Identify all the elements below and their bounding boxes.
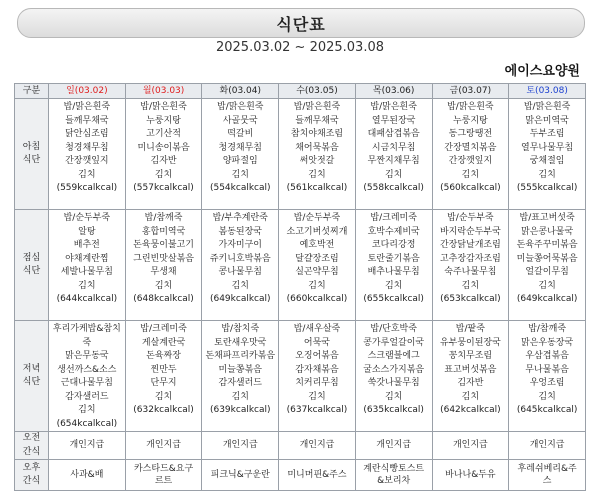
pm-snack-row [15,460,586,491]
menu-item: (632kcalkcal) [133,405,194,415]
menu-cell: 미니머핀&주스 [279,460,356,491]
menu-cell [432,210,509,321]
menu-item: 우엉조림 [529,378,565,388]
menu-item: 시금치무침 [371,142,416,153]
menu-item: 숙주나물무침 [444,267,497,277]
menu-item: 밥/순두부죽 [293,213,341,223]
menu-item: (637kcalkcal) [286,405,348,415]
menu-item: 김치 [538,280,556,291]
menu-cell: 계란식빵토스트&보리차 [355,460,432,491]
menu-item: 표고버섯볶음 [444,364,497,375]
row-label-text: 점심 [22,252,41,263]
menu-cell [355,210,432,321]
menu-cell: 개인지급 [432,432,509,460]
dinner-row [15,321,586,432]
menu-item: (635kcalkcal) [363,405,424,415]
menu-cell [202,321,279,432]
menu-item: 밥/표고버섯죽 [519,213,575,223]
menu-item: 채어묵볶음 [295,142,339,153]
menu-item: 무짠지채무침 [367,156,420,166]
menu-item: 밥/참깨죽 [528,324,567,334]
row-label-text: 식단 [22,266,41,276]
menu-item: 밥/맑은흰죽 [217,102,264,112]
menu-item: 밥/부추계란죽 [212,213,268,223]
menu-item: 밥/팥죽 [455,324,485,334]
menu-item: 간장멸치볶음 [444,142,497,153]
menu-item: 우삼겹볶음 [525,351,569,361]
menu-item: 김치 [78,169,96,180]
header-row [15,84,586,99]
menu-item: 코다리강정 [371,240,416,250]
menu-cell [509,99,586,210]
menu-cell [355,321,432,432]
menu-item: 밥/순두부죽 [63,213,111,223]
menu-cell: 개인지급 [355,432,432,460]
row-label [15,460,49,491]
menu-item: 돈채파프리카볶음 [205,351,276,361]
menu-item: 밥/크레미죽 [370,213,417,223]
menu-item: (649kcalkcal) [516,294,578,304]
menu-cell [279,321,356,432]
menu-item: 바지락순두부국 [439,226,501,237]
menu-item: (644kcalkcal) [56,294,118,304]
menu-item: 닭안심조림 [65,129,109,139]
menu-item: 열무된장국 [371,115,416,126]
menu-item: 김치 [154,391,173,402]
menu-cell: 개인지급 [509,432,586,460]
menu-item: 밥/맑은흰죽 [370,102,417,112]
day-header-mon: 월(03.03) [125,84,202,99]
menu-item: 그린빈맛살볶음 [133,253,194,264]
menu-cell: 후레쉬베리&주스 [509,460,586,491]
menu-item: 김치 [384,169,403,180]
day-header-thu: 목(03.06) [355,84,432,99]
menu-item: 돈육주꾸미볶음 [516,240,578,250]
menu-item: 게살계란국 [141,337,186,348]
menu-item: 돈육뭉이불고기 [133,240,194,250]
menu-item: 콩가루얼갈이국 [363,337,425,348]
menu-item: 굴소스가지볶음 [363,364,425,375]
menu-cell [509,321,586,432]
menu-item: 간장깻잎지 [65,156,109,166]
date-period: 2025.03.02 ~ 2025.03.08 [215,40,385,55]
menu-cell [509,210,586,321]
menu-item: 후리가케밥&참치죽 [52,324,121,348]
menu-item: 청경채무침 [218,142,262,153]
menu-item: 예호박전 [299,240,335,250]
menu-cell [202,210,279,321]
day-header-tue: 화(03.04) [202,84,279,99]
row-label-text: 간식 [22,476,41,486]
menu-item: 근대나물무침 [60,378,113,388]
menu-item: 미늘쫑볶음 [218,364,262,375]
menu-item: 김치 [154,280,173,291]
menu-item: 맑은미역국 [525,115,569,126]
menu-item: 김치 [384,391,403,402]
menu-cell [432,321,509,432]
menu-item: 야채계란찜 [65,253,109,264]
menu-item: 토란줄기볶음 [367,253,420,264]
menu-item: 유부뭉이된장국 [439,337,501,348]
menu-item: 청경채무침 [65,142,109,153]
menu-item: 미니송이볶음 [137,142,190,153]
menu-item: 돈육짜장 [146,351,181,361]
menu-item: 치커리무침 [295,378,339,388]
menu-item: 김치 [231,169,249,180]
menu-item: 밥/순두부죽 [447,213,494,223]
menu-table [14,83,586,491]
menu-item: 밥/맑은흰죽 [63,102,111,112]
am-snack-row [15,432,586,460]
menu-cell: 사과&배 [49,460,126,491]
menu-item: 미늘쫑어묵볶음 [516,253,578,264]
menu-item: 감자채볶음 [295,364,339,375]
menu-item: 양파절임 [222,156,258,166]
menu-cell [49,210,126,321]
menu-cell [125,321,202,432]
menu-item: 맑은우동장국 [521,337,574,348]
row-label-text: 간식 [22,446,41,457]
menu-item: 실곤약무침 [295,267,339,277]
row-label [15,210,49,321]
day-header-sat: 토(03.08) [509,84,586,99]
row-label-text: 저녁 [22,363,41,374]
menu-item: (639kcalkcal) [209,405,271,415]
menu-item: 들깨무채국 [65,115,109,126]
menu-cell [432,99,509,210]
menu-cell: 개인지급 [49,432,126,460]
menu-item: 두부조림 [529,129,565,139]
menu-item: 고기산적 [146,129,181,139]
menu-item: 달걀장조림 [295,253,339,264]
menu-item: 어묵국 [303,337,330,348]
breakfast-row [15,99,586,210]
menu-item: 김치 [78,280,96,291]
page-title [17,8,585,38]
menu-item: 스크램블에그 [367,351,420,361]
menu-item: 궁채절임 [529,156,565,166]
menu-item: 대패삼겹볶음 [367,129,420,139]
menu-cell [279,99,356,210]
menu-cell: 개인지급 [202,432,279,460]
menu-item: 들깨무채국 [295,115,339,126]
menu-item: (559kcalkcal) [56,183,118,193]
menu-cell: 카스타드&요구르트 [125,460,202,491]
menu-item: 김치 [231,280,249,291]
menu-item: 김치 [538,169,556,180]
menu-item: (554kcalkcal) [209,183,271,193]
menu-item: 김치 [154,169,173,180]
menu-item: 생선까스&소스 [57,364,117,375]
menu-cell [279,210,356,321]
row-label-text: 오후 [22,462,41,473]
menu-item: 고추장감자조림 [439,253,501,264]
menu-item: (654kcalkcal) [56,418,118,429]
menu-item: 밥/맑은흰죽 [447,102,494,112]
menu-item: 감자샐러드 [65,391,109,402]
menu-item: 김치 [308,391,326,402]
menu-item: 쥬키니호박볶음 [209,253,271,264]
day-header-fri: 금(03.07) [432,84,509,99]
menu-item: 감자샐러드 [218,378,262,388]
menu-item: (660kcalkcal) [286,294,348,304]
menu-cell: 피크닉&구운란 [202,460,279,491]
menu-cell: 개인지급 [279,432,356,460]
menu-item: 맑은무동국 [65,351,109,361]
lunch-row [15,210,586,321]
menu-item: 맑은콩나물국 [521,226,574,237]
menu-item: 누룽지탕 [452,115,488,126]
menu-item: (555kcalkcal) [516,183,578,193]
row-label [15,321,49,432]
menu-item: 알탕 [78,226,96,237]
category-header: 구분 [15,84,49,99]
menu-item: 꽁치무조림 [448,351,493,361]
menu-item: (653kcalkcal) [440,294,501,304]
menu-item: 참치야채조림 [290,129,344,139]
menu-item: 김치 [308,280,326,291]
row-label [15,99,49,210]
menu-item: 배추나물무침 [367,267,420,277]
menu-item: 밥/크레미죽 [140,324,187,334]
menu-item: 써앗젓갈 [299,156,335,166]
menu-item: 세발나물무침 [60,267,113,277]
menu-item: 동그랑땡전 [448,129,493,139]
row-label-text: 식단 [22,377,41,387]
menu-item: 김치 [231,391,249,402]
menu-item: 간장닭날개조림 [439,240,501,250]
menu-item: 김자반 [457,378,484,388]
menu-item: 얼갈이무침 [525,267,569,277]
menu-item: 단무지 [150,378,177,388]
menu-item: 콩나물무침 [218,267,262,277]
menu-item: 열무나물무침 [521,142,574,153]
menu-item: 김치 [461,280,480,291]
menu-item: (558kcalkcal) [363,183,424,193]
menu-item: 쑥갓나물무침 [367,378,420,388]
menu-cell: 바나나&두유 [432,460,509,491]
menu-item: 밥/참치죽 [221,324,260,334]
row-label-text: 식단 [22,155,41,165]
menu-item: 밥/맑은흰죽 [140,102,187,112]
row-label [15,432,49,460]
menu-item: 토란새우맛국 [214,337,267,348]
menu-item: 밥/단호박죽 [370,324,417,334]
menu-item: 찐만두 [150,364,177,375]
menu-item: 간장깻잎지 [448,156,493,166]
menu-item: 가자미구이 [218,240,262,250]
menu-item: 호박수제비국 [367,226,420,237]
menu-item: 김치 [308,169,326,180]
row-label-text: 아침 [22,141,41,152]
menu-cell [125,99,202,210]
menu-item: 밥/맑은흰죽 [293,102,341,112]
menu-item: 소고기버섯찌개 [286,226,348,237]
menu-item: (561kcalkcal) [286,183,348,193]
menu-item: (560kcalkcal) [440,183,501,193]
menu-item: 김치 [384,280,403,291]
day-header-sun: 일(03.02) [49,84,126,99]
menu-item: (557kcalkcal) [133,183,194,193]
menu-item: 밥/새우살죽 [293,324,341,334]
menu-item: 김자반 [150,156,177,166]
menu-cell [202,99,279,210]
menu-item: 봄동된장국 [218,226,262,237]
menu-item: 김치 [461,169,480,180]
menu-item: 김치 [78,405,96,415]
menu-item: 김치 [538,391,556,402]
menu-item: 김치 [461,391,480,402]
menu-item: 무생채 [150,267,177,277]
menu-item: (645kcalkcal) [516,405,578,415]
menu-item: 밥/맑은흰죽 [523,102,571,112]
organization-name: 에이스요양원 [504,64,580,79]
menu-item: (649kcalkcal) [209,294,271,304]
menu-item: 오징어볶음 [295,351,339,361]
menu-item: 무나물볶음 [525,364,569,375]
menu-item: 떡갈비 [227,129,254,139]
day-header-wed: 수(03.05) [279,84,356,99]
menu-cell [125,210,202,321]
menu-cell [355,99,432,210]
menu-item: (642kcalkcal) [440,405,501,415]
menu-item: 밥/참깨죽 [144,213,183,223]
menu-item: 누룽지탕 [146,115,181,126]
menu-cell [49,99,126,210]
menu-item: 사골뭇국 [222,115,258,126]
menu-cell: 개인지급 [125,432,202,460]
menu-item: 홍합미역국 [141,226,186,237]
menu-item: 배추전 [73,240,100,250]
menu-cell [49,321,126,432]
menu-item: (648kcalkcal) [133,294,194,304]
title-text: 식단표 [276,14,326,34]
menu-item: (655kcalkcal) [363,294,424,304]
row-label-text: 오전 [22,433,41,443]
